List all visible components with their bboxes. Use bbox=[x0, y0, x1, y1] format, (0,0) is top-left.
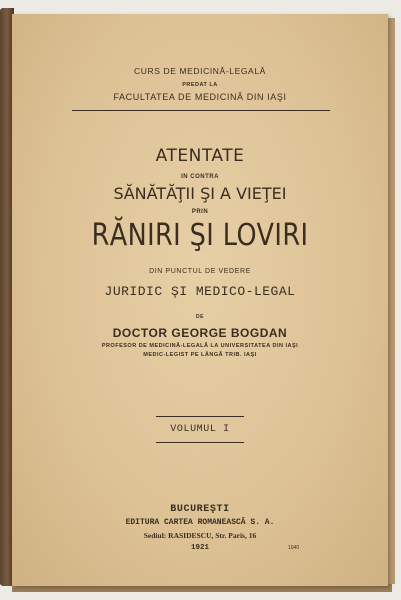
title-line-5-main: RĂNIRI ŞI LOVIRI bbox=[91, 218, 309, 253]
volume-rule-bottom bbox=[156, 442, 244, 443]
volume-rule-top bbox=[156, 416, 244, 417]
title-line-4: PRIN bbox=[191, 209, 209, 215]
printer-code: 1040 bbox=[288, 545, 300, 551]
author-name: DOCTOR GEORGE BOGDAN bbox=[112, 326, 288, 340]
taught-at-line: PREDAT LA bbox=[182, 82, 218, 88]
title-line-7: JURIDIC ŞI MEDICO-LEGAL bbox=[104, 284, 296, 299]
imprint-city: BUCUREŞTI bbox=[170, 504, 230, 515]
faculty-line: FACULTATEA DE MEDICINĂ DIN IAŞI bbox=[113, 92, 287, 102]
page-edge bbox=[388, 18, 395, 584]
course-line: CURS DE MEDICINĂ-LEGALĂ bbox=[134, 66, 266, 76]
title-line-1: ATENTATE bbox=[155, 146, 245, 166]
title-line-3: SĂNĂTĂŢII ŞI A VIEŢEI bbox=[113, 184, 287, 203]
imprint-address: Sediul: RASIDESCU, Str. Paris, 16 bbox=[143, 531, 257, 540]
author-role-1: PROFESOR DE MEDICINĂ-LEGALĂ LA UNIVERSITATEA DIN IAŞI bbox=[101, 343, 299, 349]
header-rule bbox=[72, 110, 330, 111]
imprint-year: 1921 bbox=[190, 544, 209, 552]
imprint-publisher: EDITURA CARTEA ROMANEASCĂ S. A. bbox=[125, 518, 275, 527]
title-page bbox=[12, 14, 388, 586]
author-role-2: MEDIC-LEGIST PE LÂNGĂ TRIB. IAŞI bbox=[143, 352, 257, 358]
volume-label: VOLUMUL I bbox=[170, 424, 230, 435]
author-by: DE bbox=[196, 314, 204, 320]
title-line-2: IN CONTRA bbox=[181, 174, 219, 180]
title-line-6: DIN PUNCTUL DE VEDERE bbox=[149, 268, 251, 275]
